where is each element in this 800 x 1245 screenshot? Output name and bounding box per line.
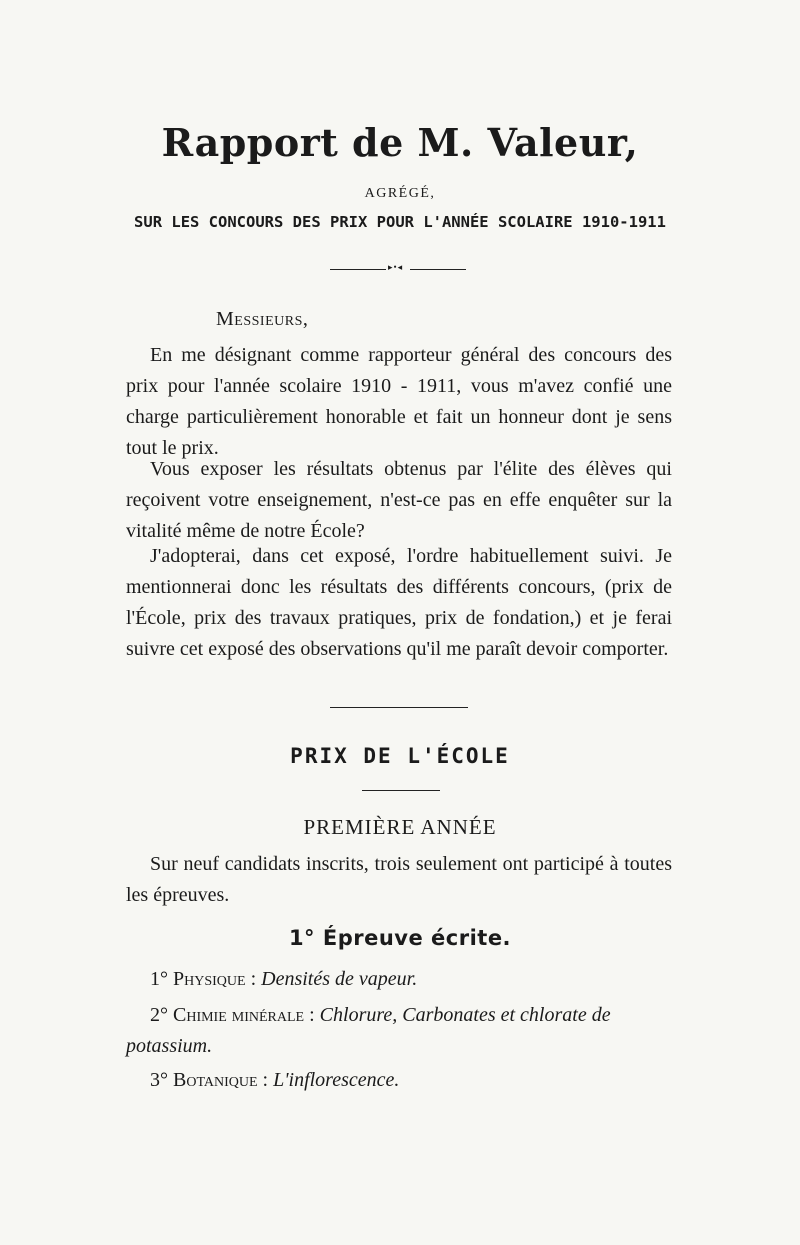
item-topic: Chlorure, Carbonates et chlorate de potassium. bbox=[126, 1004, 611, 1057]
exam-item bbox=[126, 964, 672, 995]
paragraph-1: En me désignant comme rapporteur général des concours des prix pour l'année scolaire 1910 - 1911, vous m'avez confié une charge particulièrement honorable et fait un honneur dont je sens tout le prix. bbox=[126, 344, 672, 459]
item-number: 3° bbox=[150, 1069, 168, 1091]
item-number: 1° bbox=[150, 968, 168, 990]
item-colon: : bbox=[304, 1004, 320, 1026]
item-topic: Densités de vapeur. bbox=[261, 968, 418, 990]
paragraph-2: Vous exposer les résultats obtenus par l'élite des élèves qui reçoivent votre enseignement, n'est-ce pas en effe enquêter sur la vitalité même de notre École? bbox=[126, 458, 672, 542]
item-subject: Botanique bbox=[173, 1069, 258, 1091]
item-colon: : bbox=[245, 968, 262, 990]
paragraph-3: J'adopterai, dans cet exposé, l'ordre habituellement suivi. Je mentionnerai donc les résultats des différents concours, (prix de l'École, prix des travaux pratiques, prix de fondation,) et je ferai suivre cet exposé des observations qu'il me paraît devoir comporter. bbox=[126, 545, 672, 660]
exam-title: 1° Épreuve écrite. bbox=[288, 926, 512, 950]
report-title: Rapport de M. Valeur, bbox=[161, 120, 639, 165]
salutation: Messieurs, bbox=[216, 308, 309, 330]
exam-item bbox=[126, 1000, 672, 1062]
section-subrule bbox=[362, 790, 440, 791]
section-title: PRIX DE L'ÉCOLE bbox=[290, 744, 510, 768]
item-number: 2° bbox=[150, 1004, 168, 1026]
section-rule bbox=[330, 707, 468, 708]
item-topic: L'inflorescence. bbox=[273, 1069, 400, 1091]
item-subject: Physique bbox=[173, 968, 246, 990]
item-subject: Chimie minérale bbox=[173, 1004, 305, 1026]
author-rank: AGRÉGÉ, bbox=[364, 186, 436, 201]
report-subject: SUR LES CONCOURS DES PRIX POUR L'ANNÉE SCOLAIRE 1910-1911 bbox=[134, 213, 666, 231]
year-title: PREMIÈRE ANNÉE bbox=[303, 815, 497, 839]
item-colon: : bbox=[257, 1069, 274, 1091]
ornament-divider: ▸•◂ bbox=[330, 268, 466, 272]
exam-item bbox=[126, 1065, 672, 1096]
candidates-summary: Sur neuf candidats inscrits, trois seulement ont participé à toutes les épreuves. bbox=[126, 853, 672, 906]
